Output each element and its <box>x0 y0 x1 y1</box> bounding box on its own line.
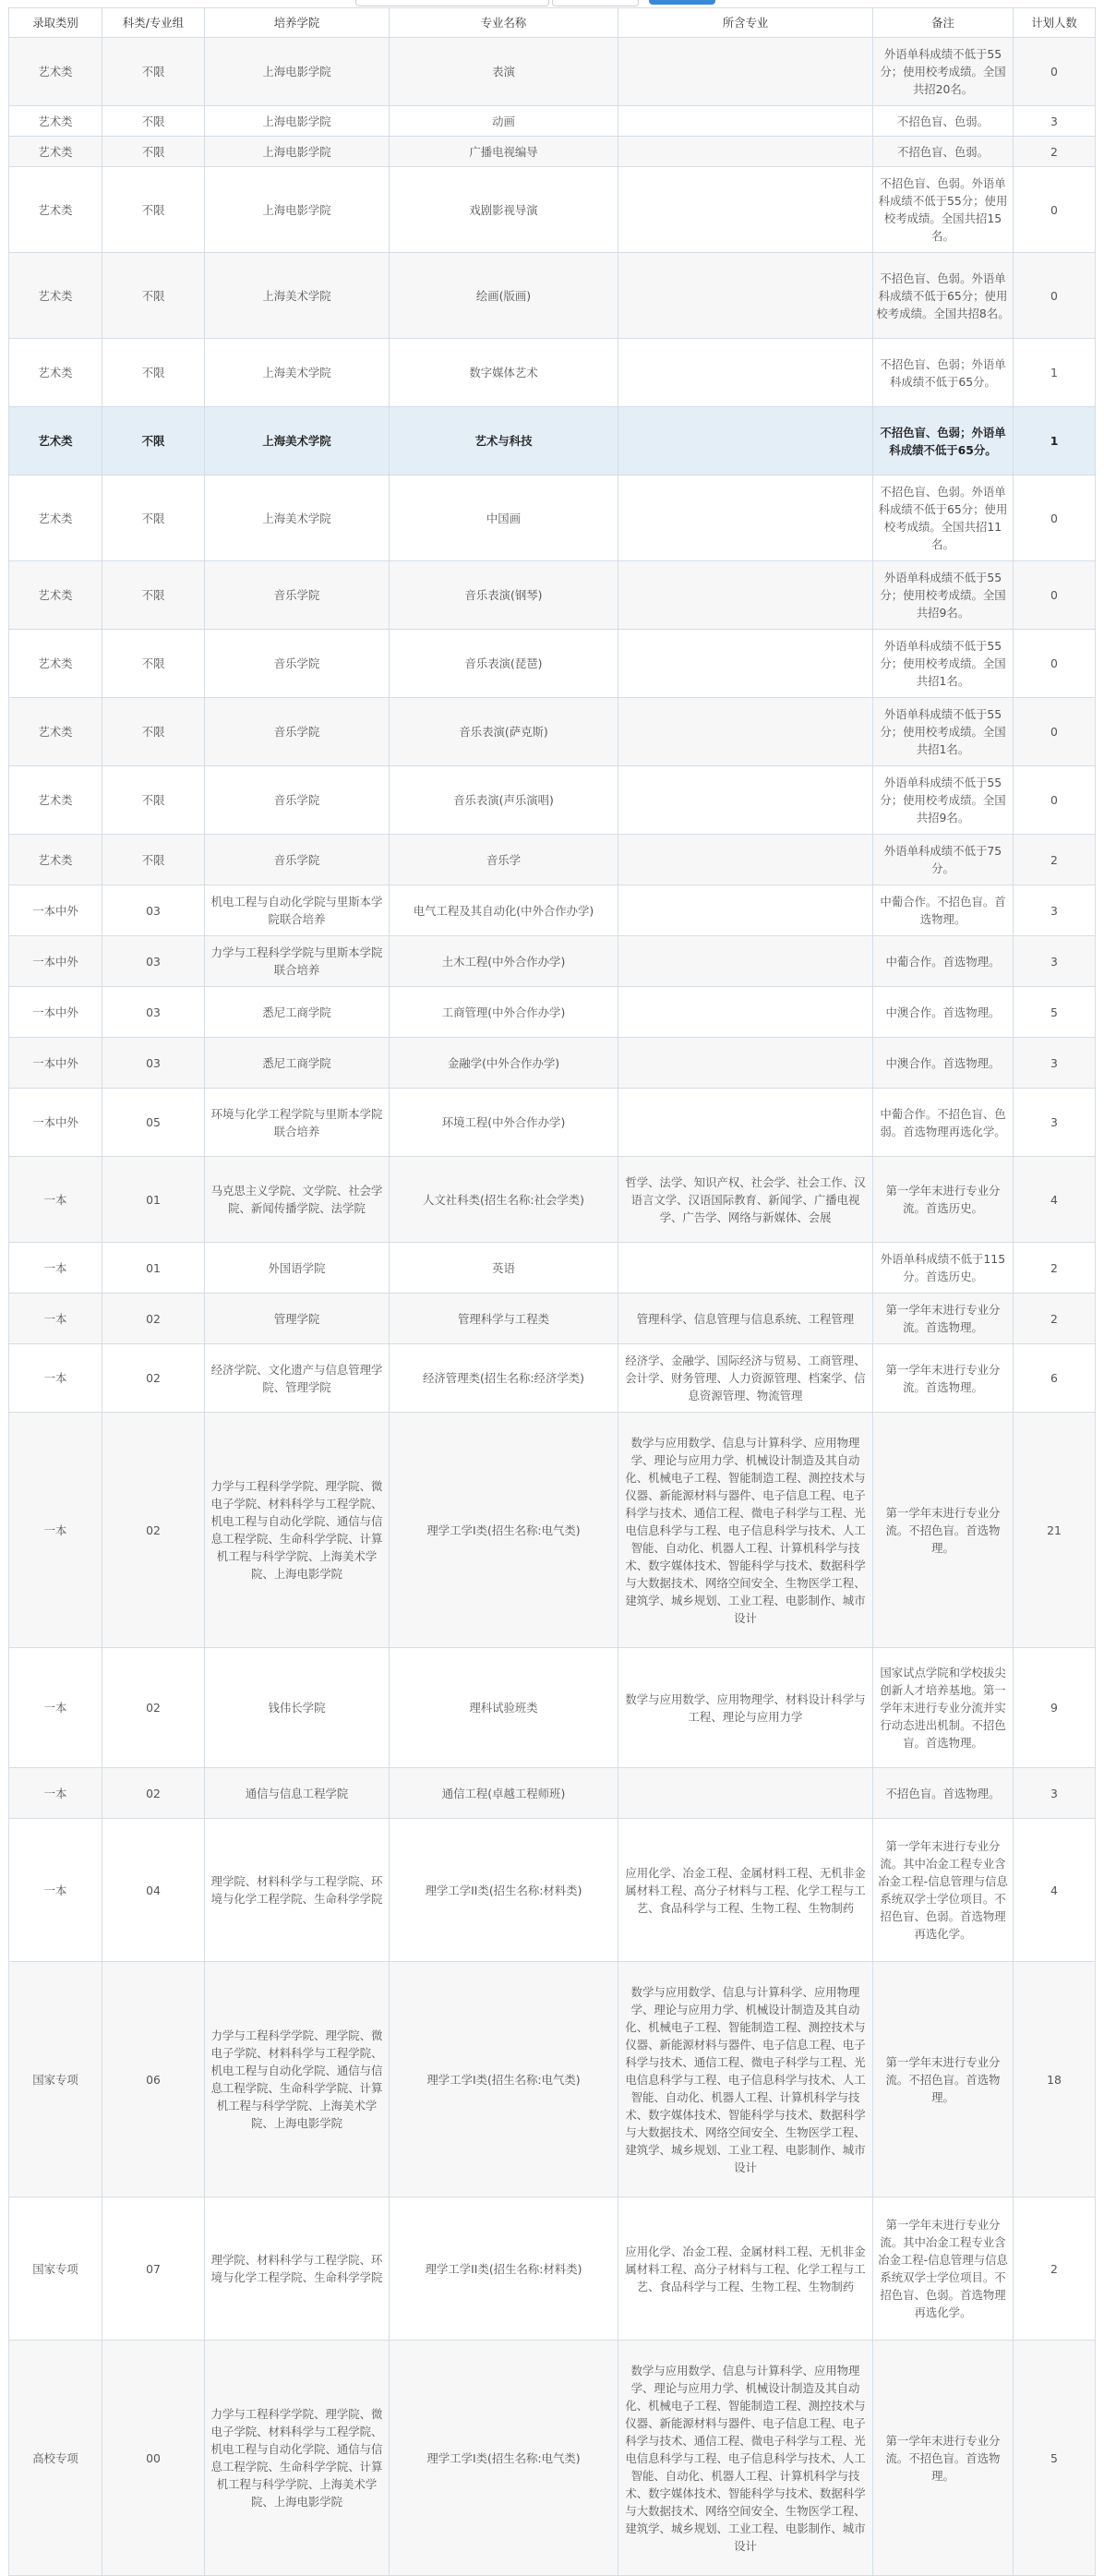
cell-college: 音乐学院 <box>205 630 390 698</box>
cell-included <box>618 1768 873 1819</box>
cell-included <box>618 475 873 561</box>
col-category: 录取类别 <box>9 8 102 38</box>
filter-select-1[interactable] <box>355 0 549 6</box>
cell-category: 一本 <box>9 1294 102 1344</box>
cell-included <box>618 339 873 407</box>
cell-plan: 6 <box>1014 1344 1096 1413</box>
table-row[interactable] <box>9 2197 1096 2341</box>
cell-category: 一本 <box>9 1768 102 1819</box>
cell-included: 数学与应用数学、信息与计算科学、应用物理学、理论与应用力学、机械设计制造及其自动化、机械电子工程、智能制造工程、测控技术与仪器、新能源材料与器件、电子信息工程、电子科学与技术、通信工程、微电子科学与工程、光电信息科学与工程、电子信息科学与技术、人工智能、自动化、机器人工程、计算机科学与技术、数字媒体技术、智能科学与技术、数据科学与大数据技术、网络空间安全、生物医学工程、建筑学、城乡规划、工业工程、电影制作、城市设计 <box>618 2341 873 2576</box>
cell-included <box>618 253 873 339</box>
cell-major: 理学工学I类(招生名称:电气类) <box>390 1413 618 1648</box>
cell-plan: 3 <box>1014 1768 1096 1819</box>
cell-group: 不限 <box>102 137 205 167</box>
table-row[interactable] <box>9 2341 1096 2576</box>
table-row[interactable] <box>9 1038 1096 1089</box>
cell-included <box>618 1038 873 1089</box>
cell-major: 金融学(中外合作办学) <box>390 1038 618 1089</box>
cell-group: 不限 <box>102 167 205 253</box>
cell-plan: 5 <box>1014 2341 1096 2576</box>
cell-category: 国家专项 <box>9 1962 102 2197</box>
cell-remark: 中葡合作。首选物理。 <box>873 936 1014 987</box>
cell-plan: 2 <box>1014 835 1096 885</box>
table-row[interactable] <box>9 1243 1096 1294</box>
cell-major: 环境工程(中外合作办学) <box>390 1089 618 1157</box>
cell-group: 00 <box>102 2341 205 2576</box>
cell-remark: 外语单科成绩不低于55分；使用校考成绩。全国共招1名。 <box>873 698 1014 766</box>
cell-college: 上海电影学院 <box>205 106 390 137</box>
cell-plan: 18 <box>1014 1962 1096 2197</box>
cell-remark: 不招色盲、色弱。 <box>873 106 1014 137</box>
cell-remark: 外语单科成绩不低于75分。 <box>873 835 1014 885</box>
table-row[interactable] <box>9 38 1096 106</box>
table-row[interactable] <box>9 475 1096 561</box>
cell-college: 力学与工程科学学院、理学院、微电子学院、材料科学与工程学院、机电工程与自动化学院、通信与信息工程学院、生命科学学院、计算机工程与科学学院、上海美术学院、上海电影学院 <box>205 2341 390 2576</box>
cell-major: 戏剧影视导演 <box>390 167 618 253</box>
cell-category: 艺术类 <box>9 698 102 766</box>
cell-group: 不限 <box>102 106 205 137</box>
cell-remark: 第一学年末进行专业分流。不招色盲。首选物理。 <box>873 1413 1014 1648</box>
cell-remark: 外语单科成绩不低于55分；使用校考成绩。全国共招9名。 <box>873 766 1014 835</box>
cell-included <box>618 766 873 835</box>
cell-category: 一本中外 <box>9 1038 102 1089</box>
table-row[interactable] <box>9 1413 1096 1648</box>
cell-college: 音乐学院 <box>205 835 390 885</box>
cell-category: 一本 <box>9 1819 102 1962</box>
cell-college: 上海美术学院 <box>205 407 390 475</box>
cell-category: 艺术类 <box>9 835 102 885</box>
cell-group: 02 <box>102 1413 205 1648</box>
cell-college: 钱伟长学院 <box>205 1648 390 1768</box>
cell-major: 数字媒体艺术 <box>390 339 618 407</box>
cell-group: 03 <box>102 885 205 936</box>
table-row[interactable] <box>9 106 1096 137</box>
cell-included <box>618 137 873 167</box>
cell-major: 音乐学 <box>390 835 618 885</box>
table-row[interactable] <box>9 137 1096 167</box>
col-included: 所含专业 <box>618 8 873 38</box>
col-major: 专业名称 <box>390 8 618 38</box>
cell-plan: 21 <box>1014 1413 1096 1648</box>
cell-included <box>618 407 873 475</box>
cell-included: 经济学、金融学、国际经济与贸易、工商管理、会计学、财务管理、人力资源管理、档案学、信息资源管理、物流管理 <box>618 1344 873 1413</box>
cell-included: 哲学、法学、知识产权、社会学、社会工作、汉语言文学、汉语国际教育、新闻学、广播电视学、广告学、网络与新媒体、会展 <box>618 1157 873 1243</box>
table-row[interactable] <box>9 766 1096 835</box>
cell-college: 上海电影学院 <box>205 137 390 167</box>
table-row[interactable] <box>9 885 1096 936</box>
table-row[interactable] <box>9 1768 1096 1819</box>
table-row[interactable] <box>9 1648 1096 1768</box>
cell-included <box>618 1243 873 1294</box>
cell-category: 一本中外 <box>9 1089 102 1157</box>
filter-bar <box>0 0 1104 7</box>
cell-included <box>618 885 873 936</box>
cell-remark: 不招色盲、色弱。外语单科成绩不低于65分；使用校考成绩。全国共招8名。 <box>873 253 1014 339</box>
cell-category: 艺术类 <box>9 106 102 137</box>
cell-college: 理学院、材料科学与工程学院、环境与化学工程学院、生命科学学院 <box>205 2197 390 2341</box>
col-college: 培养学院 <box>205 8 390 38</box>
cell-category: 一本中外 <box>9 987 102 1038</box>
cell-college: 通信与信息工程学院 <box>205 1768 390 1819</box>
cell-major: 英语 <box>390 1243 618 1294</box>
cell-category: 一本 <box>9 1157 102 1243</box>
cell-included: 应用化学、冶金工程、金属材料工程、无机非金属材料工程、高分子材料与工程、化学工程与工艺、食品科学与工程、生物工程、生物制药 <box>618 2197 873 2341</box>
cell-group: 06 <box>102 1962 205 2197</box>
cell-college: 环境与化学工程学院与里斯本学院联合培养 <box>205 1089 390 1157</box>
cell-remark: 中澳合作。首选物理。 <box>873 987 1014 1038</box>
cell-group: 不限 <box>102 475 205 561</box>
cell-category: 一本中外 <box>9 936 102 987</box>
cell-category: 艺术类 <box>9 253 102 339</box>
filter-select-2[interactable] <box>552 0 639 6</box>
cell-college: 力学与工程科学学院、理学院、微电子学院、材料科学与工程学院、机电工程与自动化学院、通信与信息工程学院、生命科学学院、计算机工程与科学学院、上海美术学院、上海电影学院 <box>205 1413 390 1648</box>
cell-remark: 第一学年末进行专业分流。首选历史。 <box>873 1157 1014 1243</box>
cell-group: 不限 <box>102 766 205 835</box>
cell-college: 上海美术学院 <box>205 339 390 407</box>
cell-major: 广播电视编导 <box>390 137 618 167</box>
cell-included <box>618 630 873 698</box>
cell-category: 艺术类 <box>9 475 102 561</box>
cell-major: 动画 <box>390 106 618 137</box>
cell-category: 一本 <box>9 1243 102 1294</box>
cell-major: 中国画 <box>390 475 618 561</box>
cell-category: 艺术类 <box>9 561 102 630</box>
cell-group: 不限 <box>102 407 205 475</box>
cell-remark: 中葡合作。不招色盲。首选物理。 <box>873 885 1014 936</box>
cell-group: 不限 <box>102 339 205 407</box>
table-row[interactable] <box>9 630 1096 698</box>
cell-major: 音乐表演(钢琴) <box>390 561 618 630</box>
cell-plan: 0 <box>1014 475 1096 561</box>
cell-major: 管理科学与工程类 <box>390 1294 618 1344</box>
cell-category: 艺术类 <box>9 339 102 407</box>
cell-remark: 第一学年末进行专业分流。其中冶金工程专业含冶金工程-信息管理与信息系统双学士学位项目。不招色盲、色弱。首选物理再选化学。 <box>873 2197 1014 2341</box>
cell-college: 上海电影学院 <box>205 167 390 253</box>
table-row[interactable] <box>9 339 1096 407</box>
cell-college: 力学与工程科学学院、理学院、微电子学院、材料科学与工程学院、机电工程与自动化学院、通信与信息工程学院、生命科学学院、计算机工程与科学学院、上海美术学院、上海电影学院 <box>205 1962 390 2197</box>
cell-major: 理学工学I类(招生名称:电气类) <box>390 1962 618 2197</box>
cell-remark: 外语单科成绩不低于115分。首选历史。 <box>873 1243 1014 1294</box>
cell-plan: 1 <box>1014 339 1096 407</box>
table-row[interactable] <box>9 407 1096 475</box>
table-row[interactable] <box>9 1962 1096 2197</box>
cell-category: 艺术类 <box>9 630 102 698</box>
cell-category: 一本 <box>9 1648 102 1768</box>
cell-remark: 第一学年末进行专业分流。首选物理。 <box>873 1344 1014 1413</box>
cell-major: 理学工学II类(招生名称:材料类) <box>390 2197 618 2341</box>
cell-included <box>618 167 873 253</box>
cell-remark: 中葡合作。不招色盲、色弱。首选物理再选化学。 <box>873 1089 1014 1157</box>
table-row[interactable] <box>9 835 1096 885</box>
cell-plan: 3 <box>1014 936 1096 987</box>
cell-category: 一本中外 <box>9 885 102 936</box>
header-row <box>9 8 1096 38</box>
cell-group: 05 <box>102 1089 205 1157</box>
cell-remark: 第一学年末进行专业分流。不招色盲。首选物理。 <box>873 2341 1014 2576</box>
cell-plan: 5 <box>1014 987 1096 1038</box>
cell-major: 人文社科类(招生名称:社会学类) <box>390 1157 618 1243</box>
table-body <box>9 38 1096 2576</box>
cell-college: 音乐学院 <box>205 698 390 766</box>
query-button[interactable] <box>649 0 715 5</box>
cell-group: 不限 <box>102 561 205 630</box>
cell-college: 理学院、材料科学与工程学院、环境与化学工程学院、生命科学学院 <box>205 1819 390 1962</box>
cell-college: 上海美术学院 <box>205 253 390 339</box>
cell-college: 机电工程与自动化学院与里斯本学院联合培养 <box>205 885 390 936</box>
cell-major: 绘画(版画) <box>390 253 618 339</box>
table-row[interactable] <box>9 987 1096 1038</box>
cell-college: 音乐学院 <box>205 561 390 630</box>
cell-included <box>618 106 873 137</box>
cell-category: 一本 <box>9 1344 102 1413</box>
cell-major: 艺术与科技 <box>390 407 618 475</box>
cell-remark: 不招色盲、色弱；外语单科成绩不低于65分。 <box>873 339 1014 407</box>
cell-plan: 2 <box>1014 137 1096 167</box>
cell-major: 通信工程(卓越工程师班) <box>390 1768 618 1819</box>
cell-major: 音乐表演(萨克斯) <box>390 698 618 766</box>
cell-plan: 3 <box>1014 1089 1096 1157</box>
table-row[interactable] <box>9 253 1096 339</box>
cell-remark: 不招色盲。首选物理。 <box>873 1768 1014 1819</box>
cell-plan: 0 <box>1014 630 1096 698</box>
cell-college: 音乐学院 <box>205 766 390 835</box>
cell-group: 04 <box>102 1819 205 1962</box>
cell-included: 数学与应用数学、应用物理学、材料设计科学与工程、理论与应用力学 <box>618 1648 873 1768</box>
cell-plan: 3 <box>1014 885 1096 936</box>
table-row[interactable] <box>9 167 1096 253</box>
cell-college: 悉尼工商学院 <box>205 1038 390 1089</box>
cell-major: 土木工程(中外合作办学) <box>390 936 618 987</box>
cell-college: 经济学院、文化遗产与信息管理学院、管理学院 <box>205 1344 390 1413</box>
cell-college: 力学与工程科学学院与里斯本学院联合培养 <box>205 936 390 987</box>
cell-plan: 2 <box>1014 1294 1096 1344</box>
cell-included <box>618 835 873 885</box>
cell-major: 理科试验班类 <box>390 1648 618 1768</box>
cell-college: 管理学院 <box>205 1294 390 1344</box>
cell-plan: 0 <box>1014 766 1096 835</box>
cell-college: 外国语学院 <box>205 1243 390 1294</box>
cell-group: 03 <box>102 987 205 1038</box>
cell-college: 马克思主义学院、文学院、社会学院、新闻传播学院、法学院 <box>205 1157 390 1243</box>
table-row[interactable] <box>9 1344 1096 1413</box>
cell-plan: 0 <box>1014 253 1096 339</box>
cell-included: 数学与应用数学、信息与计算科学、应用物理学、理论与应用力学、机械设计制造及其自动化、机械电子工程、智能制造工程、测控技术与仪器、新能源材料与器件、电子信息工程、电子科学与技术、通信工程、微电子科学与工程、光电信息科学与工程、电子信息科学与技术、人工智能、自动化、机器人工程、计算机科学与技术、数字媒体技术、智能科学与技术、数据科学与大数据技术、网络空间安全、生物医学工程、建筑学、城乡规划、工业工程、电影制作、城市设计 <box>618 1962 873 2197</box>
cell-major: 经济管理类(招生名称:经济学类) <box>390 1344 618 1413</box>
cell-plan: 0 <box>1014 167 1096 253</box>
cell-plan: 3 <box>1014 106 1096 137</box>
cell-group: 03 <box>102 936 205 987</box>
cell-plan: 2 <box>1014 2197 1096 2341</box>
cell-group: 不限 <box>102 38 205 106</box>
cell-remark: 第一学年末进行专业分流。不招色盲。首选物理。 <box>873 1962 1014 2197</box>
cell-group: 不限 <box>102 630 205 698</box>
cell-plan: 0 <box>1014 698 1096 766</box>
cell-included: 应用化学、冶金工程、金属材料工程、无机非金属材料工程、高分子材料与工程、化学工程与工艺、食品科学与工程、生物工程、生物制药 <box>618 1819 873 1962</box>
cell-remark: 不招色盲、色弱；外语单科成绩不低于65分。 <box>873 407 1014 475</box>
cell-category: 高校专项 <box>9 2341 102 2576</box>
cell-plan: 2 <box>1014 1243 1096 1294</box>
cell-remark: 不招色盲、色弱。外语单科成绩不低于65分；使用校考成绩。全国共招11名。 <box>873 475 1014 561</box>
cell-major: 工商管理(中外合作办学) <box>390 987 618 1038</box>
col-remark: 备注 <box>873 8 1014 38</box>
cell-remark: 不招色盲、色弱。 <box>873 137 1014 167</box>
cell-group: 02 <box>102 1344 205 1413</box>
cell-major: 理学工学I类(招生名称:电气类) <box>390 2341 618 2576</box>
cell-plan: 3 <box>1014 1038 1096 1089</box>
cell-remark: 第一学年末进行专业分流。首选物理。 <box>873 1294 1014 1344</box>
cell-group: 03 <box>102 1038 205 1089</box>
cell-plan: 9 <box>1014 1648 1096 1768</box>
cell-major: 表演 <box>390 38 618 106</box>
cell-category: 艺术类 <box>9 38 102 106</box>
cell-group: 不限 <box>102 253 205 339</box>
cell-included <box>618 936 873 987</box>
cell-remark: 第一学年末进行专业分流。其中冶金工程专业含冶金工程-信息管理与信息系统双学士学位项目。不招色盲、色弱。首选物理再选化学。 <box>873 1819 1014 1962</box>
cell-remark: 外语单科成绩不低于55分；使用校考成绩。全国共招1名。 <box>873 630 1014 698</box>
cell-major: 电气工程及其自动化(中外合作办学) <box>390 885 618 936</box>
cell-group: 02 <box>102 1768 205 1819</box>
cell-college: 上海电影学院 <box>205 38 390 106</box>
cell-included <box>618 38 873 106</box>
cell-plan: 0 <box>1014 561 1096 630</box>
cell-plan: 4 <box>1014 1157 1096 1243</box>
cell-remark: 不招色盲、色弱。外语单科成绩不低于55分；使用校考成绩。全国共招15名。 <box>873 167 1014 253</box>
cell-group: 07 <box>102 2197 205 2341</box>
cell-remark: 外语单科成绩不低于55分；使用校考成绩。全国共招20名。 <box>873 38 1014 106</box>
cell-group: 01 <box>102 1157 205 1243</box>
col-group: 科类/专业组 <box>102 8 205 38</box>
table-row[interactable] <box>9 936 1096 987</box>
cell-group: 不限 <box>102 698 205 766</box>
table-row[interactable] <box>9 1089 1096 1157</box>
table-row[interactable] <box>9 1157 1096 1243</box>
cell-included: 管理科学、信息管理与信息系统、工程管理 <box>618 1294 873 1344</box>
cell-plan: 1 <box>1014 407 1096 475</box>
cell-included <box>618 698 873 766</box>
table-header <box>9 8 1096 38</box>
cell-major: 音乐表演(声乐演唱) <box>390 766 618 835</box>
cell-category: 一本 <box>9 1413 102 1648</box>
cell-remark: 国家试点学院和学校拔尖创新人才培养基地。第一学年末进行专业分流并实行动态进出机制。不招色盲。首选物理。 <box>873 1648 1014 1768</box>
cell-group: 不限 <box>102 835 205 885</box>
cell-plan: 0 <box>1014 38 1096 106</box>
table-row[interactable] <box>9 561 1096 630</box>
table-row[interactable] <box>9 1294 1096 1344</box>
cell-remark: 外语单科成绩不低于55分；使用校考成绩。全国共招9名。 <box>873 561 1014 630</box>
cell-included <box>618 987 873 1038</box>
cell-college: 悉尼工商学院 <box>205 987 390 1038</box>
cell-category: 艺术类 <box>9 137 102 167</box>
admission-plan-table <box>8 7 1096 2576</box>
cell-included: 数学与应用数学、信息与计算科学、应用物理学、理论与应用力学、机械设计制造及其自动化、机械电子工程、智能制造工程、测控技术与仪器、新能源材料与器件、电子信息工程、电子科学与技术、通信工程、微电子科学与工程、光电信息科学与工程、电子信息科学与技术、人工智能、自动化、机器人工程、计算机科学与技术、数字媒体技术、智能科学与技术、数据科学与大数据技术、网络空间安全、生物医学工程、建筑学、城乡规划、工业工程、电影制作、城市设计 <box>618 1413 873 1648</box>
cell-category: 国家专项 <box>9 2197 102 2341</box>
cell-group: 02 <box>102 1294 205 1344</box>
cell-group: 01 <box>102 1243 205 1294</box>
table-row[interactable] <box>9 1819 1096 1962</box>
table-row[interactable] <box>9 698 1096 766</box>
cell-group: 02 <box>102 1648 205 1768</box>
cell-plan: 4 <box>1014 1819 1096 1962</box>
col-plan: 计划人数 <box>1014 8 1096 38</box>
cell-major: 音乐表演(琵琶) <box>390 630 618 698</box>
cell-category: 艺术类 <box>9 766 102 835</box>
cell-category: 艺术类 <box>9 407 102 475</box>
cell-major: 理学工学II类(招生名称:材料类) <box>390 1819 618 1962</box>
cell-college: 上海美术学院 <box>205 475 390 561</box>
cell-included <box>618 1089 873 1157</box>
cell-category: 艺术类 <box>9 167 102 253</box>
cell-included <box>618 561 873 630</box>
cell-remark: 中澳合作。首选物理。 <box>873 1038 1014 1089</box>
